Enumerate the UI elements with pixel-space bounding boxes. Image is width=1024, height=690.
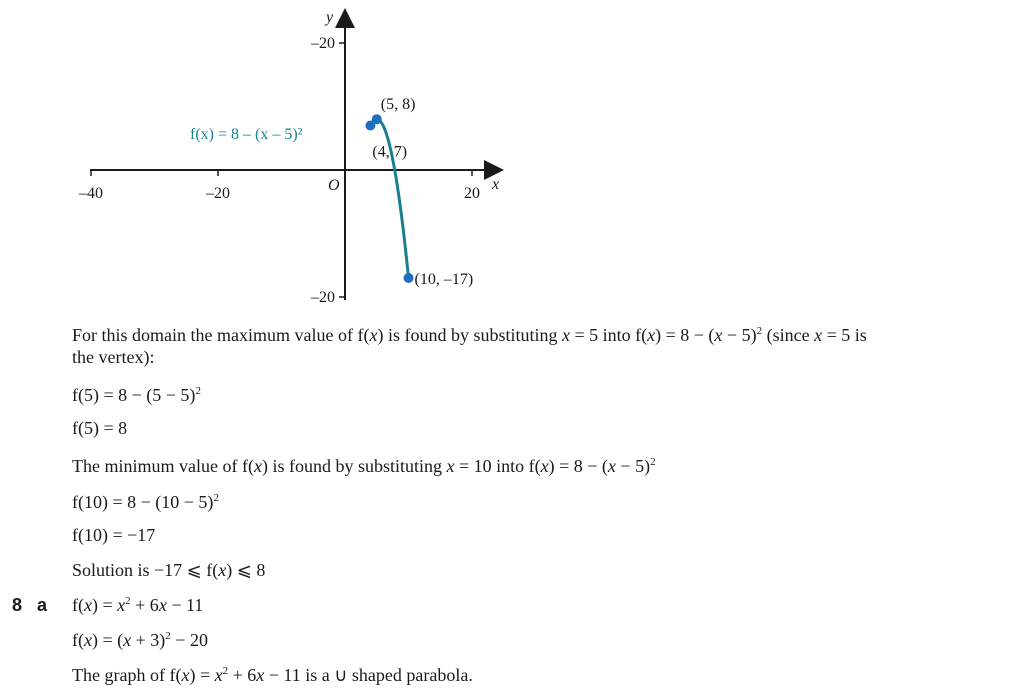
- origin-label: O: [328, 177, 340, 194]
- function-graph: [0, 0, 1024, 320]
- point-marker: [372, 114, 382, 124]
- x-tick-label: 20: [464, 185, 480, 202]
- point-marker: [404, 273, 414, 283]
- y-tick-label: –20: [311, 35, 335, 52]
- point-label: (10, –17): [414, 270, 474, 288]
- equation-f5-result: f(5) = 8: [72, 418, 128, 438]
- solution-range: Solution is −17 ⩽ f(x) ⩽ 8: [72, 560, 266, 580]
- equation-completed-square: $f(x) = (x + 3)^2 - 20$: [72, 630, 208, 650]
- equation-f10-expanded: $f(10) = 8 - (10 - 5)^2$: [72, 492, 219, 512]
- x-axis-label: x: [492, 176, 500, 193]
- function-label: f(x) = 8 – (x – 5)²: [190, 126, 303, 143]
- paragraph-maximum: For this domain the maximum value of f(x) is found by substituting x = 5 into $f(x) = 8 - (x - 5)^2$ (since x = 5 is the vertex):: [72, 325, 867, 367]
- y-tick-label: –20: [311, 289, 335, 306]
- y-axis-label: y: [326, 9, 334, 26]
- point-label: (4, 7): [372, 143, 408, 161]
- equation-quadratic: $f(x) = x^2 + 6x - 11$: [72, 595, 204, 615]
- x-tick-label: –20: [206, 185, 230, 202]
- question-number: 8 a: [12, 595, 48, 615]
- equation-f10-result: f(10) = −17: [72, 525, 156, 545]
- point-label: (5, 8): [380, 96, 416, 114]
- x-tick-label: –40: [79, 185, 103, 202]
- equation-f5-expanded: $f(5) = 8 - (5 - 5)^2$: [72, 385, 201, 405]
- paragraph-minimum: The minimum value of f(x) is found by substituting x = 10 into $f(x) = 8 - (x - 5)^2$: [72, 456, 656, 476]
- parabola-statement: The graph of $f(x) = x^2 + 6x - 11$ is a ∪ shaped parabola.: [72, 665, 473, 685]
